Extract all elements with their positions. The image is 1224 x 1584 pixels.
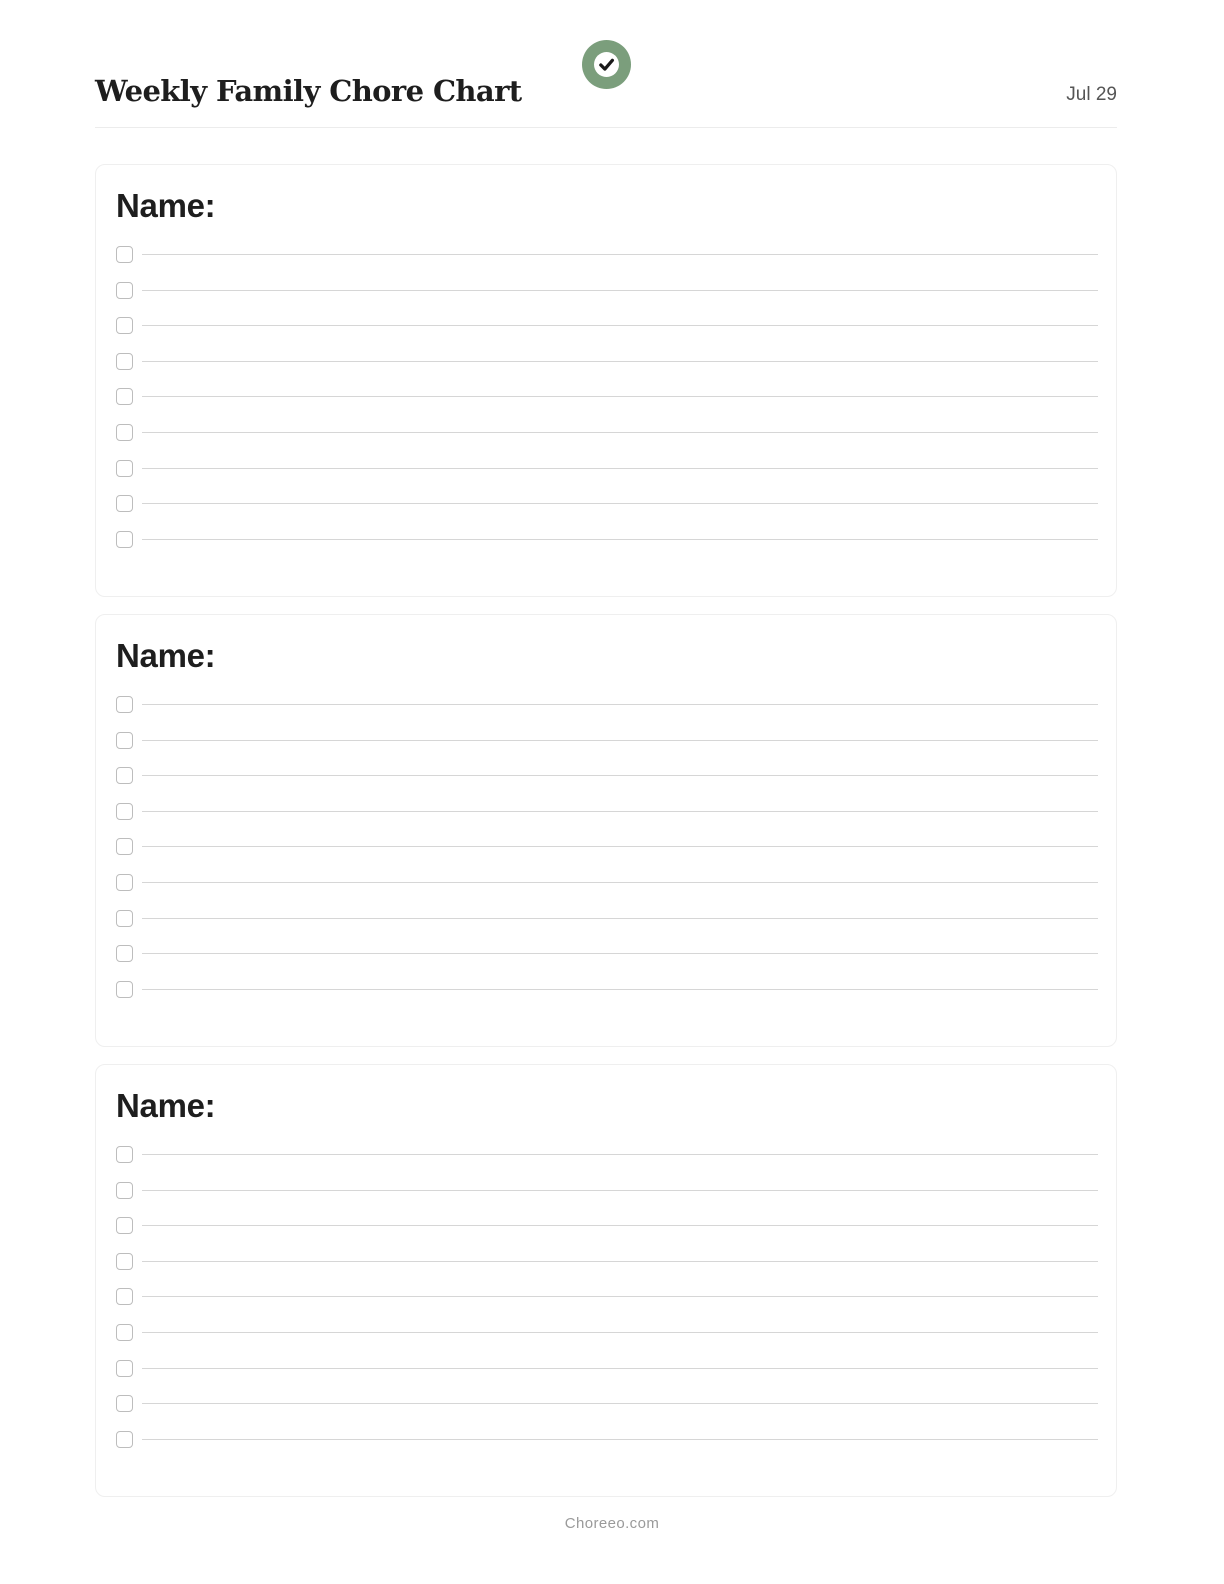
chore-checkbox[interactable] bbox=[116, 910, 133, 927]
chore-row bbox=[116, 1431, 1098, 1467]
chore-row bbox=[116, 1360, 1098, 1396]
chore-checkbox[interactable] bbox=[116, 696, 133, 713]
chore-checkbox[interactable] bbox=[116, 424, 133, 441]
chore-write-line bbox=[142, 918, 1098, 919]
chore-checkbox[interactable] bbox=[116, 1360, 133, 1377]
chore-checkbox[interactable] bbox=[116, 317, 133, 334]
chore-row bbox=[116, 803, 1098, 839]
chore-row bbox=[116, 945, 1098, 981]
chore-row bbox=[116, 696, 1098, 732]
chore-write-line bbox=[142, 468, 1098, 469]
chore-checkbox[interactable] bbox=[116, 282, 133, 299]
chore-checkbox[interactable] bbox=[116, 945, 133, 962]
chore-checkbox[interactable] bbox=[116, 838, 133, 855]
chore-write-line bbox=[142, 775, 1098, 776]
chore-write-line bbox=[142, 1154, 1098, 1155]
chore-list bbox=[116, 696, 1098, 1016]
chore-write-line bbox=[142, 396, 1098, 397]
chore-row bbox=[116, 1288, 1098, 1324]
chore-write-line bbox=[142, 1261, 1098, 1262]
chore-row bbox=[116, 282, 1098, 318]
chore-write-line bbox=[142, 503, 1098, 504]
chore-write-line bbox=[142, 989, 1098, 990]
chore-card-3 bbox=[95, 1064, 1117, 1497]
chore-row bbox=[116, 317, 1098, 353]
chore-card-2 bbox=[95, 614, 1117, 1047]
chore-row bbox=[116, 353, 1098, 389]
chore-row bbox=[116, 1146, 1098, 1182]
chore-row bbox=[116, 1182, 1098, 1218]
chore-row bbox=[116, 424, 1098, 460]
chore-checkbox[interactable] bbox=[116, 1217, 133, 1234]
chore-write-line bbox=[142, 1403, 1098, 1404]
chore-row bbox=[116, 460, 1098, 496]
chore-write-line bbox=[142, 953, 1098, 954]
chore-write-line bbox=[142, 1190, 1098, 1191]
chore-checkbox[interactable] bbox=[116, 1288, 133, 1305]
chore-write-line bbox=[142, 1225, 1098, 1226]
chore-checkbox[interactable] bbox=[116, 495, 133, 512]
chore-checkbox[interactable] bbox=[116, 981, 133, 998]
chore-checkbox[interactable] bbox=[116, 767, 133, 784]
name-label: Name: bbox=[116, 637, 216, 674]
chore-write-line bbox=[142, 361, 1098, 362]
chore-write-line bbox=[142, 1332, 1098, 1333]
chore-list bbox=[116, 246, 1098, 566]
chore-write-line bbox=[142, 254, 1098, 255]
chore-write-line bbox=[142, 432, 1098, 433]
chore-checkbox[interactable] bbox=[116, 531, 133, 548]
chore-checkbox[interactable] bbox=[116, 1431, 133, 1448]
chore-checkbox[interactable] bbox=[116, 460, 133, 477]
chore-write-line bbox=[142, 290, 1098, 291]
chore-write-line bbox=[142, 740, 1098, 741]
chore-write-line bbox=[142, 1439, 1098, 1440]
chore-write-line bbox=[142, 1296, 1098, 1297]
chore-write-line bbox=[142, 539, 1098, 540]
chore-checkbox[interactable] bbox=[116, 1253, 133, 1270]
name-label: Name: bbox=[116, 187, 216, 224]
chore-write-line bbox=[142, 325, 1098, 326]
chore-row bbox=[116, 1324, 1098, 1360]
chore-row bbox=[116, 838, 1098, 874]
name-label: Name: bbox=[116, 1087, 216, 1124]
chore-write-line bbox=[142, 704, 1098, 705]
chore-row bbox=[116, 1253, 1098, 1289]
chore-checkbox[interactable] bbox=[116, 1395, 133, 1412]
chore-row bbox=[116, 495, 1098, 531]
chore-checkbox[interactable] bbox=[116, 732, 133, 749]
chore-checkbox[interactable] bbox=[116, 1146, 133, 1163]
chore-write-line bbox=[142, 846, 1098, 847]
chore-row bbox=[116, 767, 1098, 803]
page-header bbox=[95, 64, 1117, 128]
chore-row bbox=[116, 1395, 1098, 1431]
chore-checkbox[interactable] bbox=[116, 874, 133, 891]
chore-row bbox=[116, 388, 1098, 424]
footer-website: Choreeo.com bbox=[564, 1515, 660, 1532]
chore-checkbox[interactable] bbox=[116, 246, 133, 263]
chore-row bbox=[116, 246, 1098, 282]
chore-checkbox[interactable] bbox=[116, 803, 133, 820]
chore-checkbox[interactable] bbox=[116, 1182, 133, 1199]
chore-write-line bbox=[142, 1368, 1098, 1369]
chore-write-line bbox=[142, 811, 1098, 812]
chore-write-line bbox=[142, 882, 1098, 883]
chore-checkbox[interactable] bbox=[116, 353, 133, 370]
chore-row bbox=[116, 981, 1098, 1017]
chore-card-1 bbox=[95, 164, 1117, 597]
chore-row bbox=[116, 531, 1098, 567]
chore-list bbox=[116, 1146, 1098, 1466]
page-title: Weekly Family Chore Chart bbox=[95, 74, 522, 108]
chore-row bbox=[116, 874, 1098, 910]
chore-row bbox=[116, 910, 1098, 946]
page-date: Jul 29 bbox=[1066, 84, 1117, 105]
chore-row bbox=[116, 732, 1098, 768]
chore-checkbox[interactable] bbox=[116, 1324, 133, 1341]
chore-row bbox=[116, 1217, 1098, 1253]
chore-checkbox[interactable] bbox=[116, 388, 133, 405]
